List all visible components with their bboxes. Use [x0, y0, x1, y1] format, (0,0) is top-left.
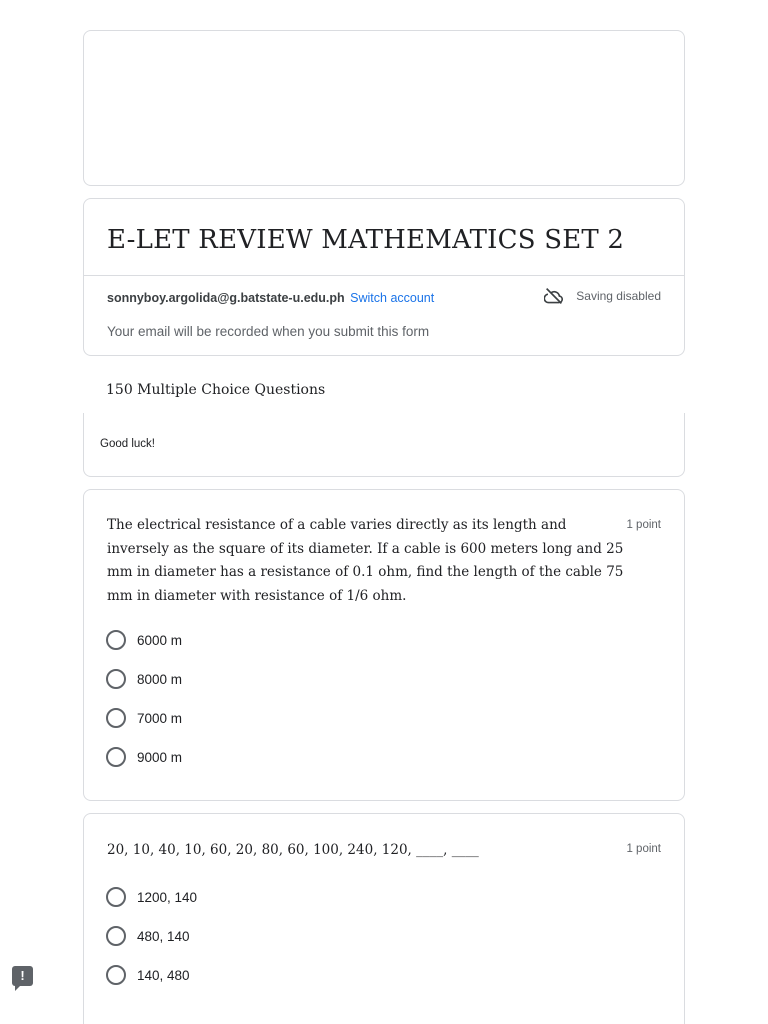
cloud-off-icon [544, 287, 564, 305]
answer-option[interactable] [106, 630, 182, 650]
saving-status-label: Saving disabled [576, 289, 661, 303]
answer-option-label: 1200, 140 [137, 889, 198, 905]
section-description: Good luck! [100, 438, 155, 450]
radio-button[interactable] [106, 669, 126, 689]
question-points: 1 point [626, 843, 661, 855]
radio-button[interactable] [106, 747, 126, 767]
answer-option-label: 7000 m [137, 710, 183, 726]
question-text: The electrical resistance of a cable varies directly as its length and inversely as the square of its diameter. If a cable is 600 meters long and 25 mm in diameter has a resistance of 0.1 ohm, find the length of the cable 75 mm in diameter with resistance of 1/6 ohm. [107, 517, 624, 604]
radio-button[interactable] [106, 887, 126, 907]
divider [84, 275, 684, 276]
answer-option[interactable] [106, 926, 190, 946]
answer-option[interactable] [106, 965, 190, 985]
account-email: sonnyboy.argolida@g.batstate-u.edu.ph [107, 291, 345, 305]
email-recorded-note: Your email will be recorded when you submit this form [107, 324, 430, 339]
answer-option[interactable] [106, 747, 182, 767]
question-text: 20, 10, 40, 10, 60, 20, 80, 60, 100, 240, 120, ____, ____ [107, 842, 479, 858]
answer-option[interactable] [106, 887, 197, 907]
question-card [83, 489, 685, 801]
answer-option[interactable] [106, 669, 182, 689]
saving-status [544, 287, 661, 305]
report-problem-icon[interactable]: ! [12, 966, 33, 986]
form-title: E-LET REVIEW MATHEMATICS SET 2 [107, 225, 625, 255]
radio-button[interactable] [106, 926, 126, 946]
radio-button[interactable] [106, 630, 126, 650]
form-title-card [83, 198, 685, 356]
form-header-image [83, 30, 685, 186]
account-row [107, 291, 434, 305]
answer-option-label: 9000 m [137, 749, 183, 765]
answer-option[interactable] [106, 708, 182, 728]
radio-button[interactable] [106, 708, 126, 728]
answer-option-label: 6000 m [137, 632, 183, 648]
answer-option-label: 140, 480 [137, 967, 190, 983]
question-points: 1 point [626, 519, 661, 531]
radio-button[interactable] [106, 965, 126, 985]
question-card [83, 813, 685, 1024]
answer-option-label: 8000 m [137, 671, 183, 687]
switch-account-link[interactable]: Switch account [350, 291, 435, 305]
section-description-card [83, 413, 685, 477]
section-title: 150 Multiple Choice Questions [106, 382, 326, 398]
answer-option-label: 480, 140 [137, 928, 190, 944]
